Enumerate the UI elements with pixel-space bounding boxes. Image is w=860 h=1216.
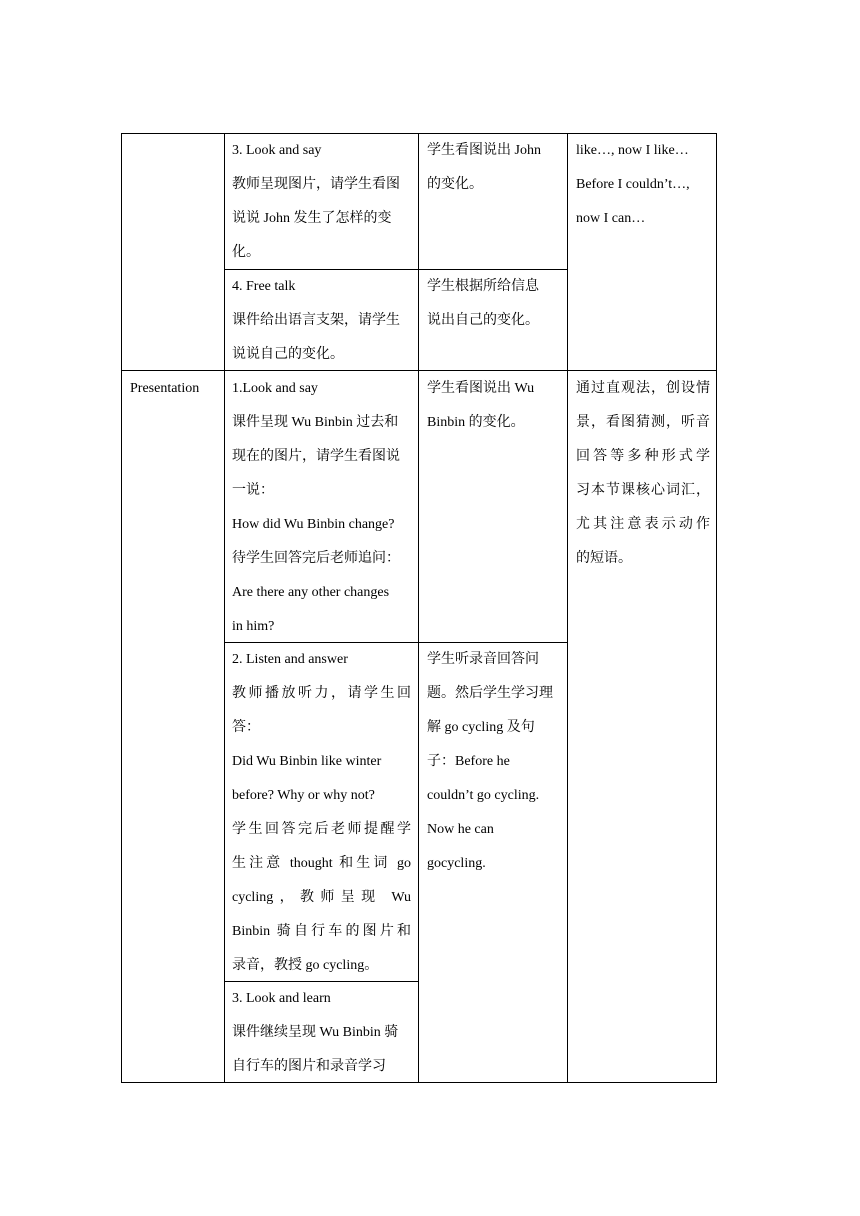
cell-line: 一说： (232, 483, 274, 498)
cell-line: 4. Free talk (232, 279, 296, 294)
cell-line: Binbin 骑自行车的图片和 (232, 924, 411, 939)
cell-line: couldn’t go cycling. (427, 788, 540, 803)
table-border-right (716, 133, 717, 1083)
table-border-bottom (121, 1082, 717, 1083)
cell-line: 的短语。 (576, 551, 632, 566)
cell-line: 3. Look and say (232, 143, 322, 158)
cell-line: now I can… (576, 211, 646, 226)
cell-line: in him? (232, 619, 275, 634)
design-intent-cell (576, 372, 710, 576)
cell-line: 现在的图片，请学生看图说 (232, 449, 400, 464)
cell-line: Did Wu Binbin like winter (232, 754, 382, 769)
cell-line: How did Wu Binbin change? (232, 517, 395, 532)
design-intent-cell (576, 134, 710, 236)
cell-line: Are there any other changes (232, 585, 390, 600)
cell-line: 化。 (232, 245, 260, 260)
column-divider (418, 133, 419, 1083)
teacher-activity-cell (232, 270, 411, 372)
cell-line: 通过直观法，创设情 (576, 381, 710, 396)
cell-line: 自行车的图片和录音学习 (232, 1059, 386, 1074)
stage-label: Presentation (130, 381, 200, 396)
cell-line: 待学生回答完后老师追问： (232, 551, 400, 566)
cell-line: 尤其注意表示动作 (576, 517, 710, 532)
cell-line: 习本节课核心词汇， (576, 483, 710, 498)
cell-line: 说出自己的变化。 (427, 313, 539, 328)
cell-line: 的变化。 (427, 177, 483, 192)
cell-line: 2. Listen and answer (232, 652, 348, 667)
student-activity-cell (427, 134, 561, 202)
cell-line: 学生看图说出 John (427, 143, 541, 158)
cell-line: 说说 John 发生了怎样的变 (232, 211, 392, 226)
cell-line: 回答等多种形式学 (576, 449, 710, 464)
cell-line: before? Why or why not? (232, 788, 375, 803)
cell-line: 生注意 thought 和生词 go (232, 856, 411, 871)
cell-line: 答： (232, 720, 260, 735)
cell-line: 学生根据所给信息 (427, 279, 539, 294)
teacher-activity-cell (232, 643, 411, 983)
cell-line: Now he can (427, 822, 494, 837)
cell-line: 课件给出语言支架，请学生 (232, 313, 400, 328)
cell-line: like…, now I like… (576, 143, 689, 158)
cell-line: cycling，教师呈现 Wu (232, 890, 411, 905)
cell-line: 说说自己的变化。 (232, 347, 344, 362)
column-divider (224, 133, 225, 1083)
cell-line: 1.Look and say (232, 381, 318, 396)
cell-line: 学生看图说出 Wu (427, 381, 535, 396)
cell-line: 解 go cycling 及句 (427, 720, 535, 735)
cell-line: 子：Before he (427, 754, 510, 769)
cell-line: Binbin 的变化。 (427, 415, 525, 430)
student-activity-cell (427, 270, 561, 338)
student-activity-cell (427, 643, 561, 881)
cell-line: 课件继续呈现 Wu Binbin 骑 (232, 1025, 399, 1040)
teacher-activity-cell (232, 982, 411, 1084)
row-divider (121, 370, 717, 371)
cell-line: 录音，教授 go cycling。 (232, 958, 379, 973)
cell-line: 教师播放听力，请学生回 (232, 686, 411, 701)
cell-line: 学生听录音回答问 (427, 652, 539, 667)
cell-line: 3. Look and learn (232, 991, 331, 1006)
cell-line: gocycling. (427, 856, 486, 871)
student-activity-cell (427, 372, 561, 440)
cell-line: Before I couldn’t…, (576, 177, 690, 192)
column-divider (567, 133, 568, 1083)
stage-cell (130, 372, 220, 406)
table-border-left (121, 133, 122, 1083)
cell-line: 课件呈现 Wu Binbin 过去和 (232, 415, 399, 430)
cell-line: 教师呈现图片，请学生看图 (232, 177, 400, 192)
teacher-activity-cell (232, 134, 411, 270)
teacher-activity-cell (232, 372, 411, 644)
cell-line: 景，看图猜测，听音 (576, 415, 710, 430)
cell-line: 题。然后学生学习理 (427, 686, 553, 701)
cell-line: 学生回答完后老师提醒学 (232, 822, 411, 837)
